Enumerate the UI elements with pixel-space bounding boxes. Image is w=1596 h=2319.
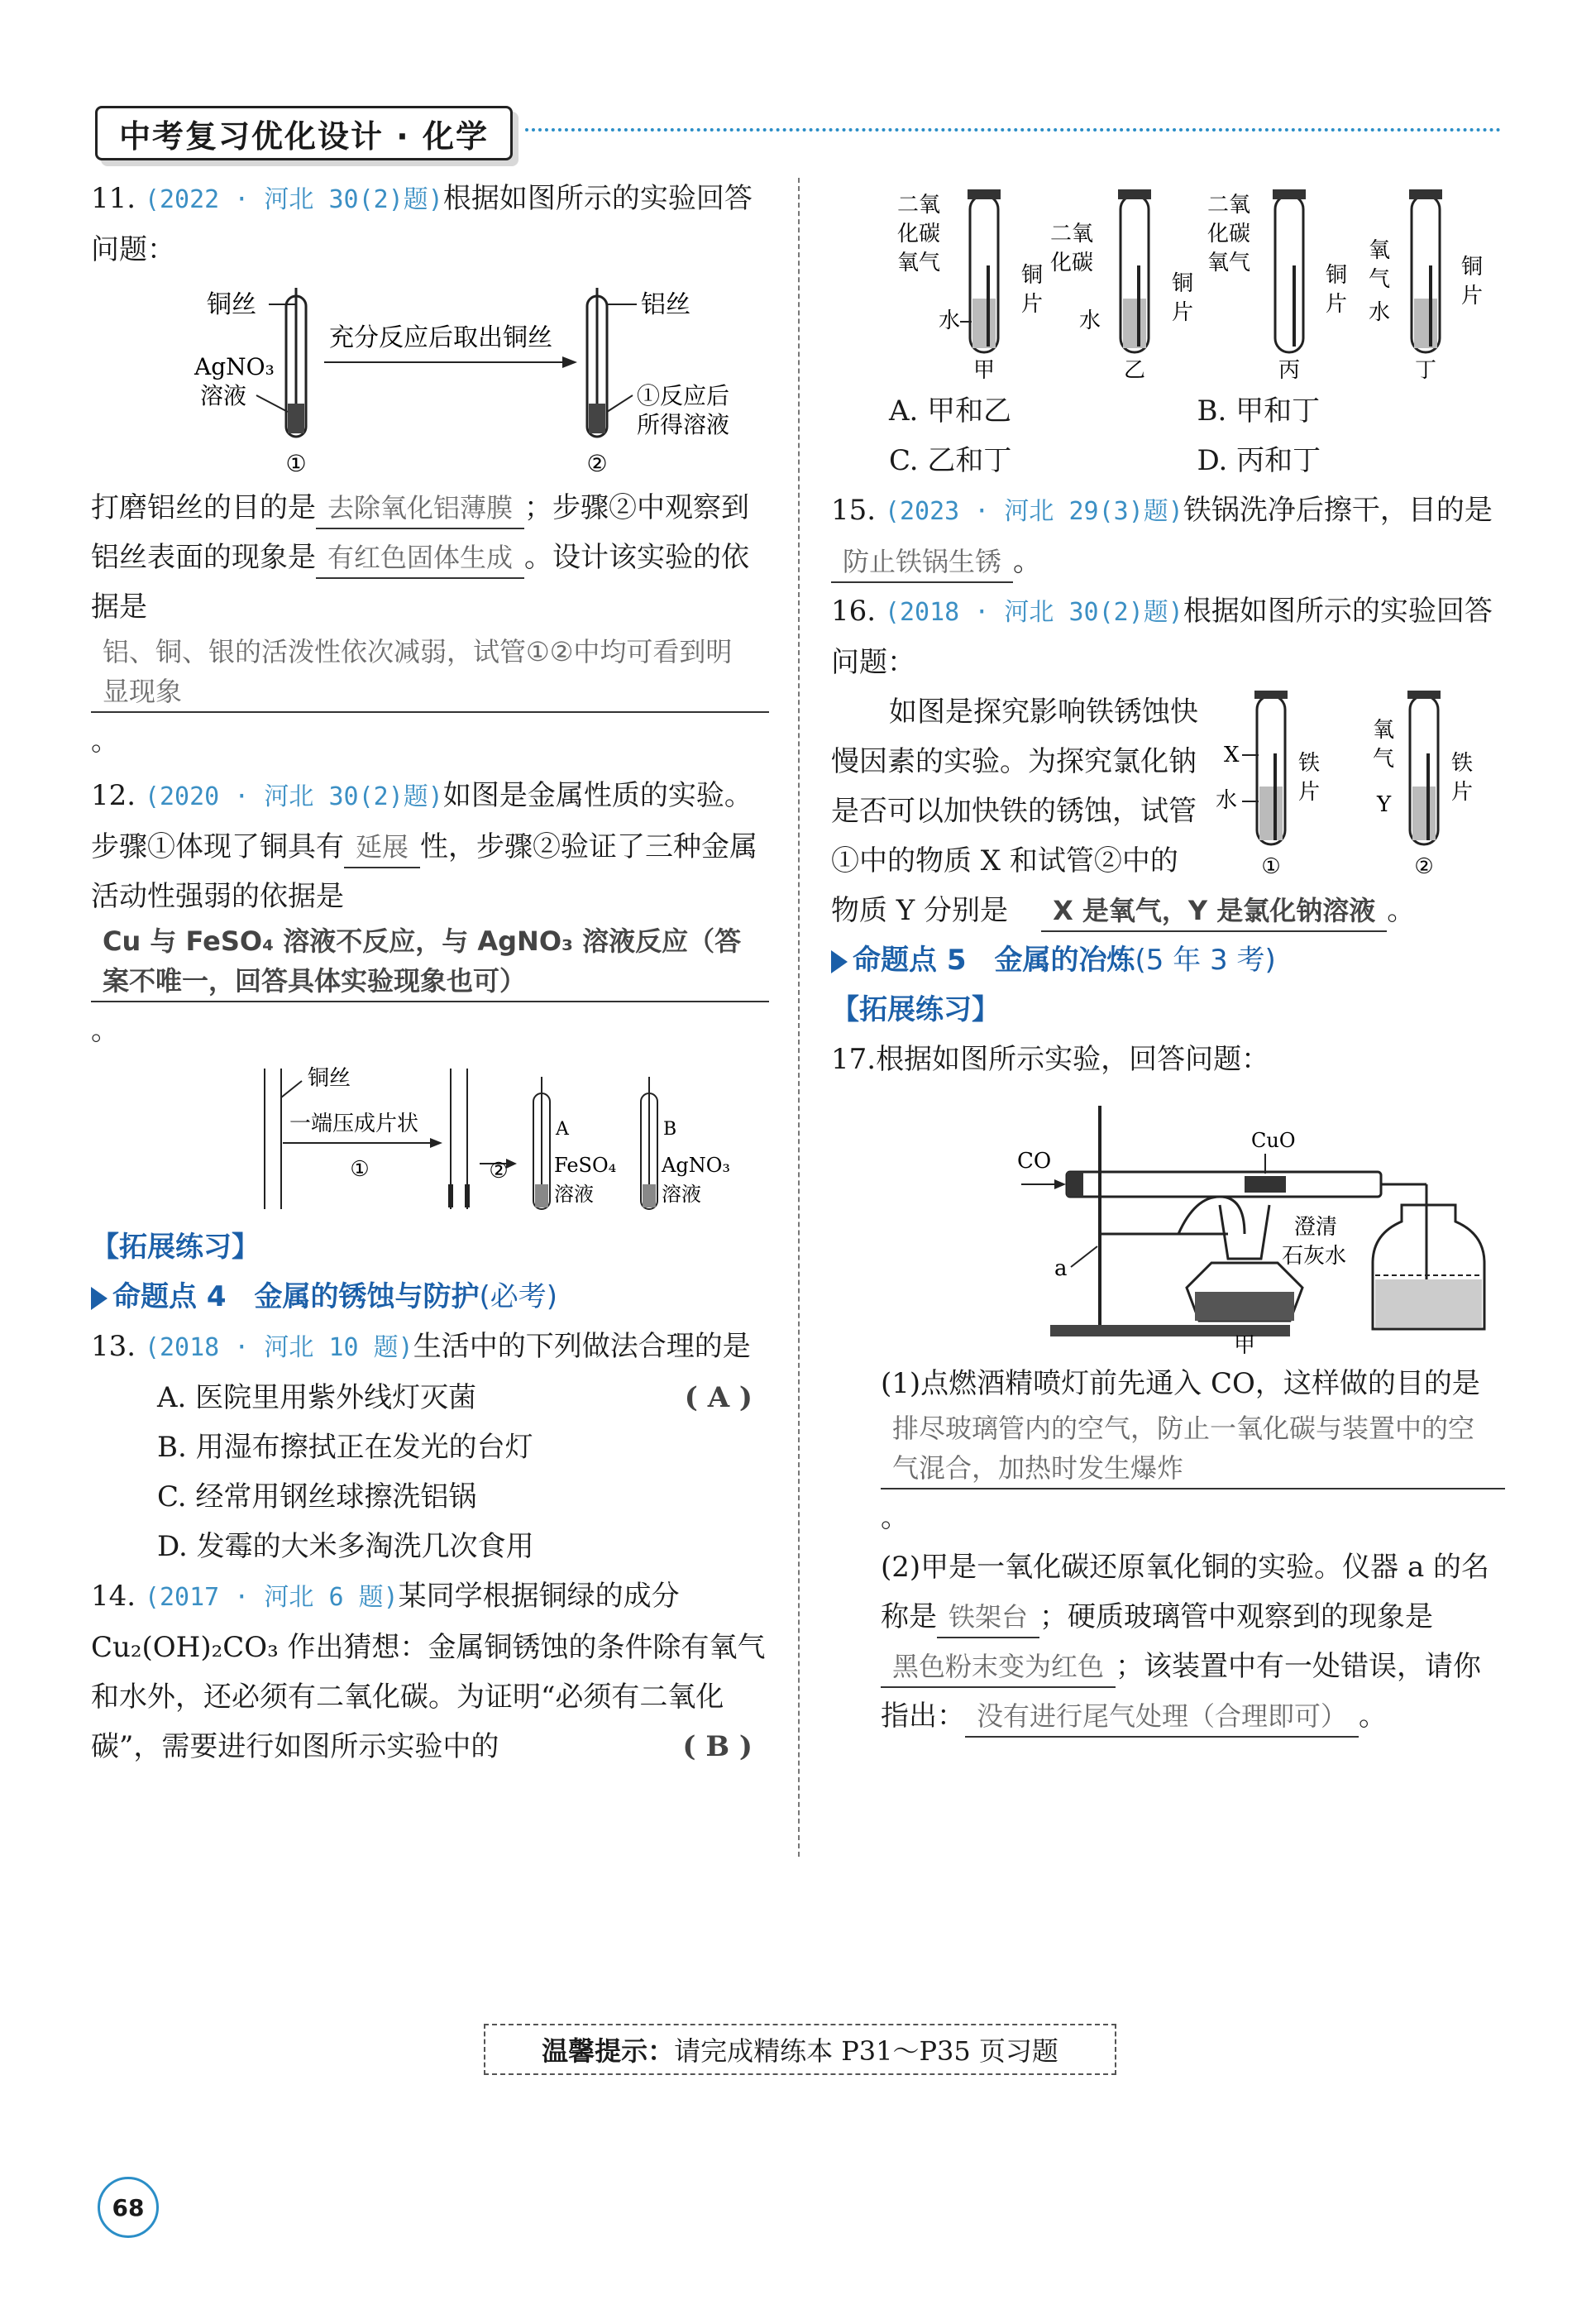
- q12-fig-B: B: [663, 1119, 677, 1140]
- q16-fig-fe-1: 铁: [1298, 751, 1321, 776]
- q14-fig-yi-co2a: 二氧: [1050, 222, 1094, 246]
- q11-p2: ；步骤②中观察到铝丝表面的现象是: [91, 491, 750, 574]
- triangle-icon: [831, 950, 848, 973]
- q14-fig-jia-cu: 铜: [1021, 263, 1044, 288]
- q14-fig-jia-cub: 片: [1021, 292, 1044, 317]
- extension-heading-2: 【拓展练习】: [831, 993, 1000, 1026]
- q14-text: 某同学根据铜绿的成分 Cu₂(OH)₂CO₃ 作出猜想：金属铜锈蚀的条件除有氧气和水外，还必须有二氧化碳。为证明“必须有二氧化碳”，需要进行如图所示实验中的: [91, 1580, 766, 1763]
- q11-fig-arrow-label: 充分反应后取出铜丝: [329, 323, 552, 352]
- q13-text: 生活中的下列做法合理的是: [413, 1330, 751, 1363]
- q14-source: (2017 · 河北 6 题): [144, 1583, 399, 1612]
- topic-5-heading: [831, 935, 1505, 985]
- q15-p2: 。: [1013, 545, 1042, 578]
- q17-fig-cuo: CuO: [1251, 1129, 1296, 1152]
- q13-option-c: C. 经常用钢丝球擦洗铝锅: [157, 1480, 477, 1513]
- q11-fig-solution: 溶液: [200, 382, 247, 409]
- q11-fig-n2: ②: [586, 450, 608, 477]
- q16-fig-feb-1: 片: [1298, 780, 1321, 805]
- q17-fig-lime2: 石灰水: [1282, 1244, 1347, 1269]
- header-dotted-line: [525, 128, 1501, 131]
- q12-fig-step1: ①: [350, 1157, 370, 1182]
- q14-fig-ding-cu: 铜: [1461, 255, 1484, 280]
- q11-fig-after1: ①反应后: [637, 382, 730, 409]
- q14-fig-jia-o2: 氧气: [897, 251, 941, 275]
- q14-fig-yi-cu: 铜: [1172, 271, 1194, 296]
- q16-fig-n1: ①: [1261, 854, 1281, 877]
- q12-fig-sol-b: 溶液: [662, 1183, 701, 1206]
- header-title: 中考复习优化设计 · 化学: [95, 106, 513, 160]
- q15-answer: 防止铁锅生锈: [831, 542, 1013, 583]
- q11-figure: [91, 280, 769, 478]
- q17-answer-2: 铁架台: [937, 1597, 1039, 1638]
- question-12: [91, 771, 769, 1055]
- q14-fig-bing-co2b: 化碳: [1207, 222, 1251, 246]
- q17-part-2: [831, 1542, 1505, 1741]
- q14-fig-ding-water: 水: [1369, 300, 1391, 325]
- q12-fig-press: 一端压成片状: [289, 1112, 419, 1136]
- q11-p4: 。: [91, 724, 119, 758]
- q12-fig-copper-wire: 铜丝: [308, 1066, 351, 1091]
- q13-number: 13.: [91, 1330, 136, 1363]
- reminder-text: 请完成精练本 P31～P35 页习题: [674, 2035, 1058, 2067]
- q16-source: (2018 · 河北 30(2)题): [884, 598, 1183, 627]
- q17-answer-4: 没有进行尾气处理（合理即可）: [965, 1696, 1359, 1738]
- q14-option-b: B. 甲和丁: [1197, 394, 1321, 428]
- q17-text: 根据如图所示实验，回答问题：: [876, 1043, 1270, 1076]
- q15-number: 15.: [831, 494, 877, 527]
- q11-answer-1: 去除氧化铝薄膜: [316, 488, 524, 529]
- q17-p6: 。: [1359, 1700, 1388, 1733]
- q12-fig-step2: ②: [489, 1159, 509, 1183]
- q16-number: 16.: [831, 595, 877, 628]
- q16-body: [831, 687, 1505, 935]
- q16-end: 。: [1387, 894, 1416, 927]
- q13-source: (2018 · 河北 10 题): [144, 1333, 413, 1362]
- q15-p1: 铁锅洗净后擦干，目的是: [1183, 494, 1493, 527]
- q17-p2: 。: [881, 1501, 909, 1534]
- q17-p5: ；该装置中有一处错误，请你指出：: [881, 1650, 1482, 1733]
- q12-fig-A: A: [556, 1119, 569, 1140]
- q11-answer-2: 有红色固体生成: [316, 538, 524, 579]
- q17-p3: (2)甲是一氧化碳还原氧化铜的实验。仪器 a 的名称是: [881, 1551, 1490, 1633]
- left-column: [91, 174, 769, 1772]
- q17-figure: [831, 1089, 1505, 1354]
- q14-fig-ding-o2a: 氧: [1369, 238, 1391, 263]
- q13-option-a: A. 医院里用紫外线灯灭菌: [157, 1381, 477, 1414]
- q16-fig-fe-2: 铁: [1451, 751, 1474, 776]
- q12-fig-sol-a: 溶液: [554, 1183, 594, 1206]
- extension-heading-1: 【拓展练习】: [91, 1231, 260, 1264]
- q17-part-1: [831, 1359, 1505, 1542]
- topic4-name: 金属的锈蚀与防护: [254, 1280, 480, 1313]
- q14-fig-jia-co2a: 二氧: [897, 193, 941, 218]
- q14-fig-label-jia: 甲: [972, 358, 996, 381]
- q14-fig-jia-water: 水: [939, 308, 961, 333]
- q11-fig-n1: ①: [285, 450, 307, 477]
- q11-source: (2022 · 河北 30(2)题): [144, 185, 443, 214]
- q17-fig-co: CO: [1017, 1149, 1052, 1174]
- q14-figure: [831, 183, 1505, 381]
- q11-fig-agno3: AgNO₃: [194, 353, 275, 380]
- q16-fig-x: X: [1224, 743, 1240, 767]
- q11-answer-3: 铝、铜、银的活泼性依次减弱，试管①②中均可看到明显现象: [91, 632, 769, 713]
- question-16: [831, 586, 1505, 687]
- q11-fig-copper-wire: 铜丝: [207, 290, 256, 319]
- reminder-label: 温馨提示：: [542, 2035, 675, 2067]
- q14-fig-bing-cub: 片: [1326, 292, 1348, 317]
- q11-fig-al-wire: 铝丝: [641, 290, 690, 319]
- q16-fig-o2b: 气: [1373, 747, 1395, 772]
- q16-fig-y: Y: [1377, 792, 1392, 817]
- q13-option-b: B. 用湿布擦拭正在发光的台灯: [157, 1431, 533, 1464]
- q12-number: 12.: [91, 779, 136, 812]
- q16-answer: X 是氧气，Y 是氯化钠溶液: [1041, 891, 1387, 932]
- q14-fig-bing-cu: 铜: [1326, 263, 1348, 288]
- q11-answer-text: [91, 483, 769, 766]
- q16-fig-o2a: 氧: [1373, 718, 1395, 743]
- page-number: 68: [98, 2177, 159, 2238]
- q11-p1: 打磨铝丝的目的是: [91, 491, 316, 524]
- q14-option-d: D. 丙和丁: [1197, 444, 1321, 477]
- topic-4-heading: [91, 1272, 769, 1322]
- topic5-note: (5 年 3 考): [1135, 944, 1276, 977]
- topic4-note: (必考): [479, 1280, 558, 1313]
- q14-fig-yi-cub: 片: [1172, 300, 1194, 325]
- q15-source: (2023 · 河北 29(3)题): [884, 497, 1183, 526]
- q12-figure: [91, 1060, 769, 1217]
- q14-fig-yi-water: 水: [1079, 308, 1101, 333]
- q16-fig-n2: ②: [1414, 854, 1434, 877]
- q12-p1: 如图是金属性质的实验。步骤①体现了铜具有: [91, 779, 753, 863]
- q17-number: 17.: [831, 1043, 877, 1076]
- q13-option-d: D. 发霉的大米多淘洗几次食用: [157, 1530, 534, 1563]
- q14-options-row-2: [831, 436, 1505, 485]
- q14-option-a: A. 甲和乙: [889, 394, 1012, 428]
- right-column: [831, 178, 1505, 1741]
- q14-fig-ding-o2b: 气: [1369, 267, 1391, 292]
- q14-fig-label-ding: 丁: [1414, 358, 1437, 381]
- q12-answer-2: Cu 与 FeSO₄ 溶液不反应，与 AgNO₃ 溶液反应（答案不唯一，回答具体实验现象也可）: [91, 921, 769, 1002]
- q14-fig-bing-co2a: 二氧: [1207, 193, 1251, 218]
- question-11: [91, 174, 769, 275]
- q14-fig-ding-cub: 片: [1461, 284, 1484, 308]
- question-15: [831, 485, 1505, 586]
- q12-fig-feso4: FeSO₄: [554, 1154, 617, 1177]
- triangle-icon: [91, 1287, 108, 1310]
- q13-answer: ( A ): [684, 1381, 753, 1414]
- q17-fig-jia: 甲: [1233, 1333, 1256, 1354]
- q11-text: 根据如图所示的实验回答问题：: [91, 182, 753, 266]
- q14-fig-bing-o2: 氧气: [1207, 251, 1251, 275]
- reminder-box: [484, 2024, 1116, 2075]
- q12-fig-agno3: AgNO₃: [662, 1154, 730, 1177]
- q14-fig-label-yi: 乙: [1123, 358, 1146, 381]
- q17-p1: (1)点燃酒精喷灯前先通入 CO，这样做的目的是: [881, 1367, 1480, 1400]
- q11-fig-after2: 所得溶液: [637, 411, 730, 438]
- q12-answer-1: 延展: [344, 827, 420, 868]
- q12-p2: 性，步骤②验证了三种金属活动性强弱的依据是: [91, 830, 758, 913]
- q17-fig-lime1: 澄清: [1294, 1215, 1338, 1240]
- q14-answer: ( B ): [682, 1730, 753, 1763]
- q11-number: 11.: [91, 182, 136, 215]
- topic5-name: 金属的冶炼: [994, 944, 1135, 977]
- q14-fig-jia-co2b: 化碳: [897, 222, 941, 246]
- q17-answer-1: 排尽玻璃管内的空气，防止一氧化碳与装置中的空气混合，加热时发生爆炸: [881, 1408, 1505, 1489]
- q14-fig-label-bing: 丙: [1278, 358, 1301, 381]
- q16-fig-feb-2: 片: [1451, 780, 1474, 805]
- q16-body-text: 如图是探究影响铁锈蚀快慢因素的实验。为探究氯化钠是否可以加快铁的锈蚀，试管①中的物质 X 和试管②中的物质 Y 分别是: [831, 696, 1198, 927]
- q14-number: 14.: [91, 1580, 136, 1613]
- q12-source: (2020 · 河北 30(2)题): [144, 782, 443, 811]
- q12-p3: 。: [91, 1014, 119, 1047]
- q11-p3: 。设计该实验的依据是: [91, 541, 750, 624]
- q17-fig-a: a: [1054, 1256, 1068, 1281]
- question-14: [91, 1571, 769, 1772]
- q17-answer-3: 黑色粉末变为红色: [881, 1647, 1116, 1688]
- q14-options-row-1: [831, 386, 1505, 436]
- q14-fig-yi-co2b: 化碳: [1050, 251, 1094, 275]
- column-divider: [798, 178, 800, 1857]
- topic4-label: 命题点 4: [112, 1280, 227, 1313]
- topic5-label: 命题点 5: [853, 944, 967, 977]
- q14-option-c: C. 乙和丁: [889, 444, 1012, 477]
- q17-p4: ；硬质玻璃管中观察到的现象是: [1039, 1600, 1434, 1633]
- q16-text: 根据如图所示的实验回答问题：: [831, 595, 1493, 679]
- question-17: [831, 1035, 1505, 1084]
- q16-fig-water: 水: [1216, 788, 1238, 813]
- q16-figure: [1207, 687, 1505, 877]
